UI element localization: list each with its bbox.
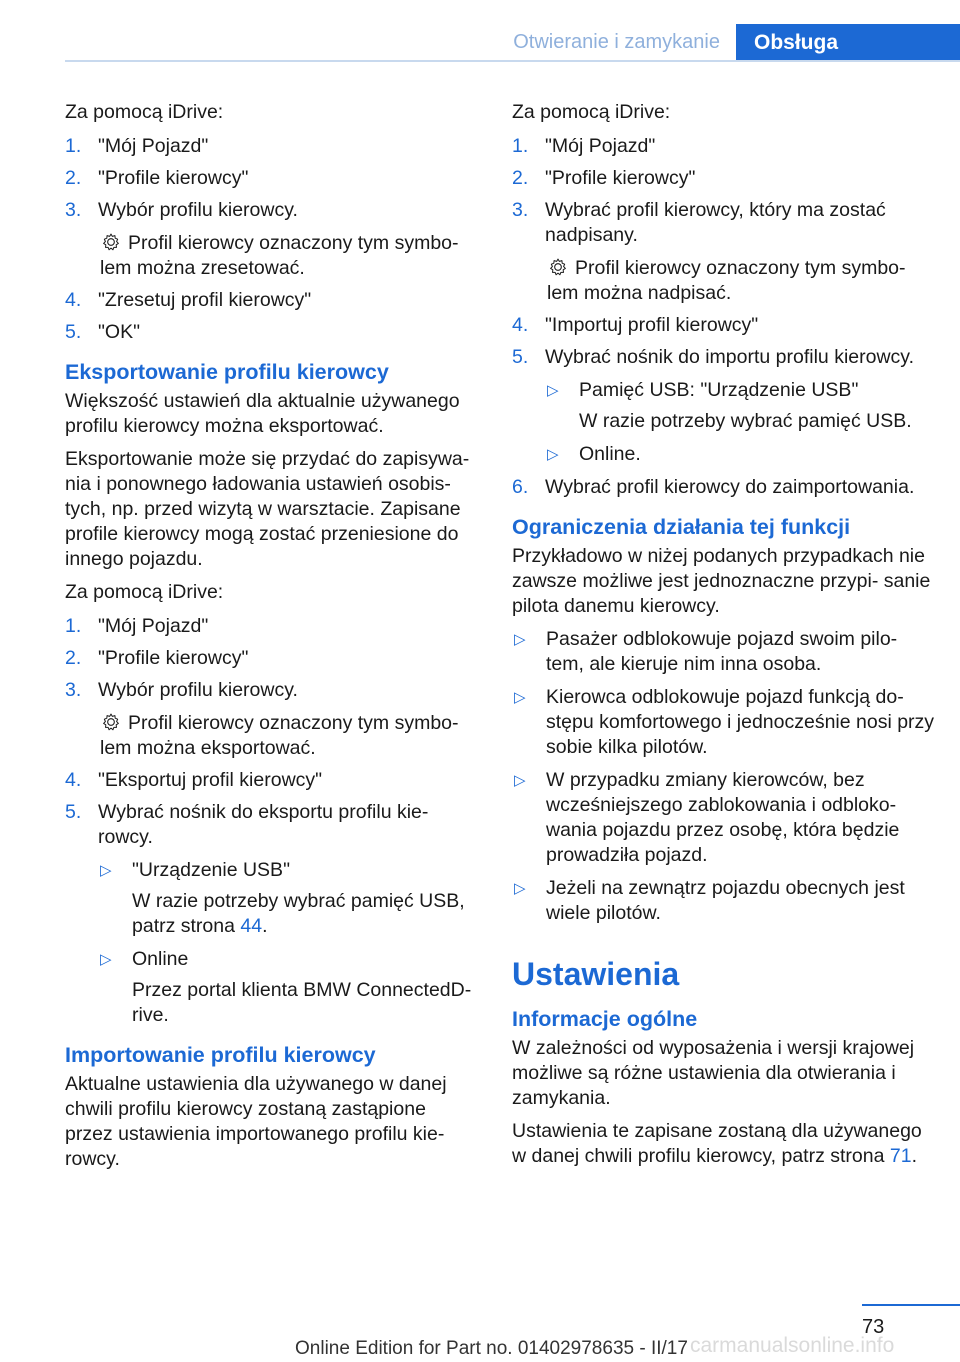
step-item [65,800,475,1028]
right-column [512,100,937,1177]
page-reference-link[interactable]: 71 [889,1145,912,1167]
chapter-tab: Obsługa [736,24,960,62]
step-number: 4. [65,769,82,791]
export-heading: Eksportowanie profilu kierowcy [65,360,389,384]
step-text: "Mój Pojazd" [98,615,209,637]
step-item [512,134,937,159]
step-number: 1. [65,615,82,637]
sentence-end: . [911,1145,917,1167]
general-paragraph-text: Ustawienia te zapisane zostaną dla używanego w danej chwili profilu kierowcy, patrz strona [512,1120,922,1167]
step-number: 5. [65,801,82,823]
step-number: 4. [65,289,82,311]
list-item [512,627,937,677]
step-text: "Profile kierowcy" [545,167,696,189]
idrive-intro: Za pomocą iDrive: [65,101,224,123]
watermark: carmanualsonline.info [690,1334,895,1357]
edition-note: Online Edition for Part no. 01402978635 - II/17 [295,1338,688,1359]
export-steps [65,614,475,1028]
sub-option-usb [545,378,937,434]
reset-steps [65,134,475,345]
limits-paragraph: Przykładowo w niżej podanych przypadkach nie zawsze możliwe jest jednoznaczne przypi- sanie pilota danemu kierowcy. [512,545,931,617]
gear-icon [100,232,122,252]
step-text: Wybrać profil kierowcy, który ma zostać nadpisany. [545,199,886,246]
triangle-right-icon: ▷ [514,880,526,897]
step-number: 3. [512,199,529,221]
triangle-right-icon: ▷ [514,772,526,789]
step-text: "Profile kierowcy" [98,167,249,189]
triangle-right-icon: ▷ [514,689,526,706]
step-number: 2. [65,167,82,189]
footer-divider [862,1304,960,1306]
left-column [65,100,475,1180]
step-item [512,475,937,500]
sub-option-title: Online [132,948,189,970]
step-note [98,231,475,281]
settings-heading: Ustawienia [512,956,680,992]
step-item [65,678,475,761]
page-reference-link[interactable]: 44 [240,915,263,937]
step-item [65,134,475,159]
triangle-right-icon: ▷ [514,631,526,648]
list-item [512,768,937,868]
header-divider [65,60,960,62]
general-paragraph: W zależności od wyposażenia i wersji krajowej możliwe są różne ustawienia dla otwierania i zamykania. [512,1037,915,1109]
idrive-intro: Za pomocą iDrive: [65,581,224,603]
sub-detail-text: W razie potrzeby wybrać pamięć USB, patrz strona [132,890,465,937]
step-text: "Eksportuj profil kierowcy" [98,769,323,791]
step-item [65,646,475,671]
step-text: "OK" [98,321,141,343]
step-number: 3. [65,679,82,701]
step-item [512,313,937,338]
note-text: Profil kierowcy oznaczony tym symbo- lem można nadpisać. [547,257,906,304]
step-item [512,345,937,467]
sub-option-detail: W razie potrzeby wybrać pamięć USB, patrz strona 44. [132,890,465,937]
sub-option-detail: Przez portal klienta BMW ConnectedD- rive. [132,979,472,1026]
triangle-right-icon: ▷ [100,951,112,968]
step-item [512,198,937,306]
import-steps [512,134,937,500]
export-paragraph: Większość ustawień dla aktualnie używanego profilu kierowcy można eksportować. [65,390,460,437]
limits-heading: Ograniczenia działania tej funkcji [512,515,851,539]
step-number: 1. [65,135,82,157]
sub-option-online [98,947,475,1028]
sub-option-title: Online. [579,443,641,465]
step-text: Wybór profilu kierowcy. [98,199,298,221]
export-media-options [98,858,475,1028]
step-number: 3. [65,199,82,221]
step-number: 1. [512,135,529,157]
triangle-right-icon: ▷ [547,382,559,399]
step-text: Wybrać nośnik do eksportu profilu kie- rowcy. [98,801,429,848]
step-item [65,198,475,281]
note-text: Profil kierowcy oznaczony tym symbo- lem można zresetować. [100,232,459,279]
step-text: Wybrać nośnik do importu profilu kierowcy. [545,346,915,368]
list-item-text: Jeżeli na zewnątrz pojazdu obecnych jest wiele pilotów. [546,877,905,924]
gear-icon [100,712,122,732]
sub-option-usb [98,858,475,939]
step-note [98,711,475,761]
step-item [65,166,475,191]
list-item [512,685,937,760]
import-heading: Importowanie profilu kierowcy [65,1043,376,1067]
step-text: "Mój Pojazd" [545,135,656,157]
list-item-text: Kierowca odblokowuje pojazd funkcją do- stępu komfortowego i jednocześnie nosi przy sobie kilka pilotów. [546,686,935,758]
triangle-right-icon: ▷ [547,446,559,463]
limits-list [512,627,937,926]
triangle-right-icon: ▷ [100,862,112,879]
list-item-text: Pasażer odblokowuje pojazd swoim pilo- tem, ale kieruje nim inna osoba. [546,628,898,675]
step-number: 2. [65,647,82,669]
step-text: "Mój Pojazd" [98,135,209,157]
page-number: 73 [862,1316,885,1338]
export-paragraph: Eksportowanie może się przydać do zapisywa- nia i ponownego ładowania ustawień osobis- tych, np. przed wizytą w warsztacie. Zapisane profile kierowcy mogą zostać przeniesione do innego pojazdu. [65,448,470,570]
section-title: Otwieranie i zamykanie [513,31,720,53]
step-item [65,320,475,345]
step-number: 5. [512,346,529,368]
step-number: 6. [512,476,529,498]
step-note [545,256,937,306]
step-text: Wybrać profil kierowcy do zaimportowania. [545,476,915,498]
step-item [65,768,475,793]
step-item [65,614,475,639]
step-number: 5. [65,321,82,343]
sub-option-online [545,442,937,467]
step-text: "Profile kierowcy" [98,647,249,669]
step-text: "Importuj profil kierowcy" [545,314,759,336]
general-info-heading: Informacje ogólne [512,1007,698,1031]
list-item [512,876,937,926]
gear-icon [547,257,569,277]
list-item-text: W przypadku zmiany kierowców, bez wcześniejszego zablokowania i odbloko- wania pojazdu przez osobę, która będzie prowadziła pojazd. [546,769,900,866]
step-item [65,288,475,313]
step-number: 4. [512,314,529,336]
sub-option-title: Pamięć USB: "Urządzenie USB" [579,379,859,401]
general-paragraph-ref [512,1119,937,1169]
note-text: Profil kierowcy oznaczony tym symbo- lem można eksportować. [100,712,459,759]
idrive-intro: Za pomocą iDrive: [512,101,671,123]
step-text: Wybór profilu kierowcy. [98,679,298,701]
sub-option-title: "Urządzenie USB" [132,859,290,881]
step-number: 2. [512,167,529,189]
import-media-options [545,378,937,467]
step-item [512,166,937,191]
step-text: "Zresetuj profil kierowcy" [98,289,312,311]
import-paragraph: Aktualne ustawienia dla używanego w danej chwili profilu kierowcy zostaną zastąpione przez ustawienia importowanego profilu kie- rowcy. [65,1073,447,1170]
sub-option-detail: W razie potrzeby wybrać pamięć USB. [579,410,912,432]
